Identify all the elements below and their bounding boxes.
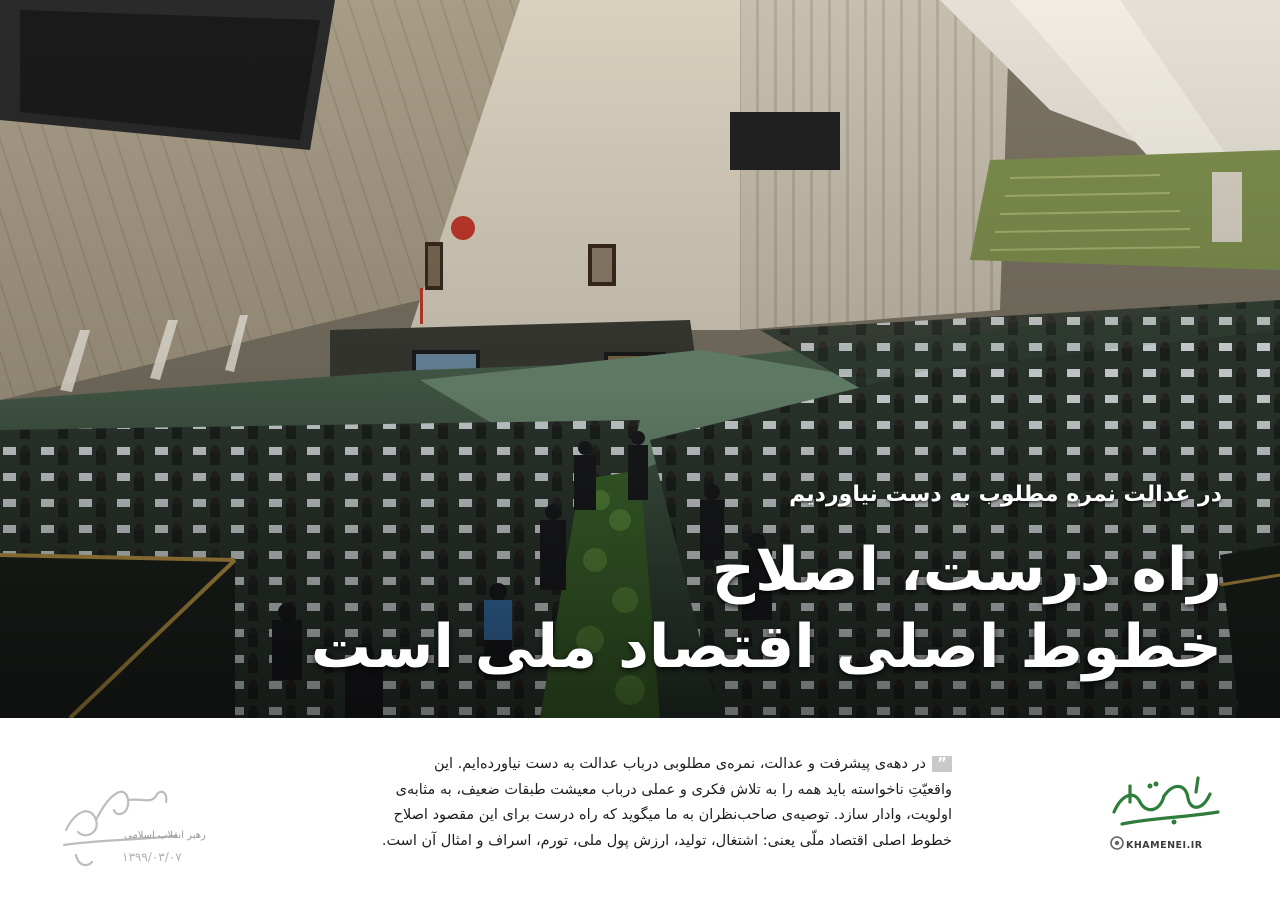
quote-line-1-text: در دهه‌ی پیشرفت و عدالت، نمره‌ی مطلوبی درباب عدالت به دست نیاورده‌ایم. این bbox=[433, 756, 926, 772]
headline-title-line-2: خطوط اصلی اقتصاد ملی است bbox=[310, 612, 1222, 682]
site-label: KHAMENEI.IR bbox=[1126, 840, 1203, 851]
quote-line: خطوط اصلی اقتصاد ملّی یعنی: اشتغال، تولید، ارزش پول ملی، تورم، اسراف و امثال آن است. bbox=[381, 832, 952, 849]
headline-subtitle: در عدالت نمره مطلوب به دست نیاوردیم bbox=[789, 482, 1222, 507]
signature-role: رهبر انقلاب اسلامی bbox=[124, 830, 206, 841]
quote-line: واقعیّتِ ناخواسته باید همه را به تلاش فکری و عملی درباب معیشت طبقات ضعیف، به مثابه‌ی bbox=[395, 781, 952, 798]
signature-date: ۱۳۹۹/۰۳/۰۷ bbox=[122, 850, 182, 864]
khamenei-site-emblem-icon bbox=[1110, 836, 1124, 850]
majlis-calligraphy-logo-icon bbox=[1100, 772, 1230, 838]
signature-block bbox=[56, 770, 206, 880]
quote-text bbox=[318, 752, 952, 854]
quote-mark-icon: ” bbox=[932, 756, 952, 772]
quote-line bbox=[318, 752, 952, 778]
majlis-logo-block bbox=[1100, 772, 1250, 892]
caption-panel bbox=[0, 718, 1280, 905]
quote-line: اولویت، وادار سازد. توصیه‌ی صاحب‌نظران به ما میگوید که راه درست برای این مقصود اصلاح bbox=[393, 807, 952, 823]
headline-title-line-1: راه درست، اصلاح bbox=[711, 535, 1222, 605]
